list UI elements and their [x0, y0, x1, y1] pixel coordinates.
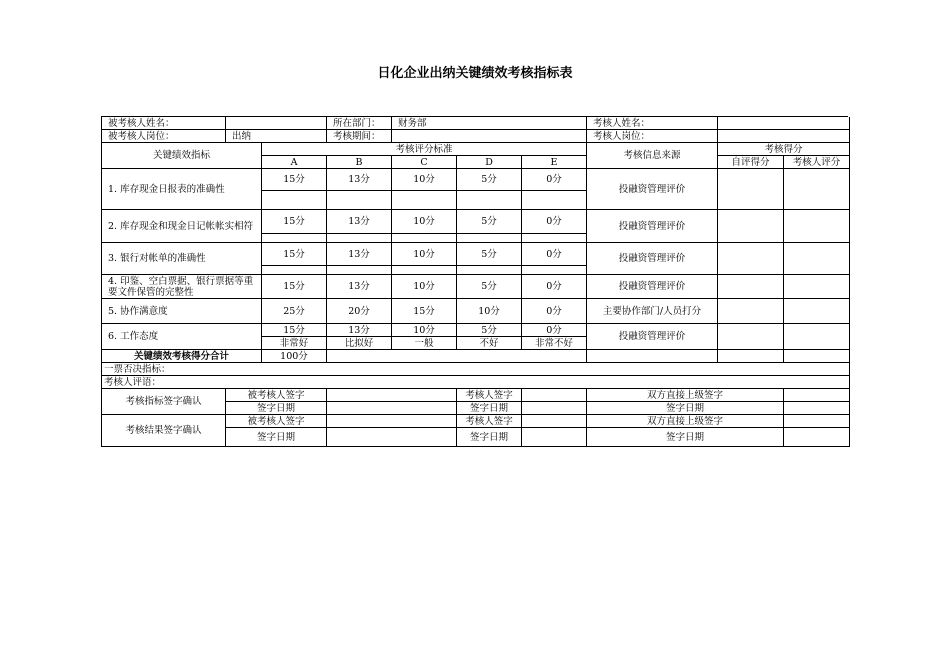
result-assessee-date-label: 签字日期: [226, 428, 327, 447]
indicator-2-blank-c[interactable]: [392, 234, 457, 243]
total-assessor-score[interactable]: [784, 350, 850, 363]
grade-e-header: E: [522, 156, 587, 169]
source-header: 考核信息来源: [587, 143, 718, 169]
result-assessor-sign-label: 考核人签字: [457, 415, 522, 428]
indicator-1-blank-a[interactable]: [262, 191, 327, 210]
assessee-name-label: 被考核人姓名：: [102, 117, 226, 130]
indicator-1-score-d: 5分: [457, 169, 522, 191]
indicator-3-assessor-score[interactable]: [784, 243, 850, 275]
indicator-4-self-score[interactable]: [718, 275, 784, 299]
assessee-post-label: 被考核人岗位：: [102, 130, 226, 143]
indicator-3-score-a: 15分: [262, 243, 327, 266]
indicator-1-score-e: 0分: [522, 169, 587, 191]
grade-c-header: C: [392, 156, 457, 169]
indicator-5-score-e: 0分: [522, 299, 587, 324]
assessor-name-label: 考核人姓名：: [587, 117, 718, 130]
assessor-score-header: 考核人评分: [784, 156, 850, 169]
indicator-2-score-e: 0分: [522, 210, 587, 234]
indicator-2-blank-a[interactable]: [262, 234, 327, 243]
indicator-4-score-c: 10分: [392, 275, 457, 299]
indicator-2-score-d: 5分: [457, 210, 522, 234]
result-sign-confirm-label: 考核结果签字确认: [102, 415, 226, 447]
indicator-assessor-sign-label: 考核人签字: [457, 389, 522, 402]
grade-d-header: D: [457, 156, 522, 169]
indicator-header: 关键绩效指标: [102, 143, 262, 169]
assessor-post-label: 考核人岗位：: [587, 130, 718, 143]
indicator-6-score-c: 10分: [392, 324, 457, 337]
indicator-6-self-score[interactable]: [718, 324, 784, 350]
indicator-3-name: 3. 银行对帐单的准确性: [102, 243, 262, 275]
self-score-header: 自评得分: [718, 156, 784, 169]
assessee-post-value: 出纳: [226, 130, 327, 143]
indicator-superior-sign-label: 双方直接上级签字: [587, 389, 784, 402]
indicator-6-score-b: 13分: [327, 324, 392, 337]
indicator-4-name: 4. 印鉴、空白票据、银行票据等重要文件保管的完整性: [102, 275, 262, 299]
indicator-superior-date-label: 签字日期: [587, 402, 784, 415]
total-label: 关键绩效考核得分合计: [102, 350, 262, 363]
indicator-assessor-date-label: 签字日期: [457, 402, 522, 415]
indicator-assessee-date-field[interactable]: [327, 402, 457, 415]
assessor-comment-field[interactable]: 考核人评语：: [102, 376, 850, 389]
indicator-1-score-b: 13分: [327, 169, 392, 191]
indicator-6-level-a: 非常好: [262, 337, 327, 350]
indicator-1-source: 投融资管理评价: [587, 169, 718, 210]
period-field[interactable]: [392, 130, 587, 143]
indicator-5-source: 主要协作部门/人员打分: [587, 299, 718, 324]
indicator-2-name: 2. 库存现金和现金日记帐帐实相符: [102, 210, 262, 243]
indicator-5-score-a: 25分: [262, 299, 327, 324]
indicator-5-assessor-score[interactable]: [784, 299, 850, 324]
indicator-assessee-date-label: 签字日期: [226, 402, 327, 415]
indicator-5-score-d: 10分: [457, 299, 522, 324]
result-assessor-date-label: 签字日期: [457, 428, 522, 447]
total-source-blank: [587, 350, 718, 363]
total-value: 100分: [262, 350, 327, 363]
indicator-1-score-c: 10分: [392, 169, 457, 191]
grade-a-header: A: [262, 156, 327, 169]
indicator-6-assessor-score[interactable]: [784, 324, 850, 350]
indicator-4-score-b: 13分: [327, 275, 392, 299]
result-assessor-date-field[interactable]: [522, 428, 587, 447]
total-blank: [327, 350, 587, 363]
indicator-2-score-b: 13分: [327, 210, 392, 234]
department-label: 所在部门：: [327, 117, 392, 130]
indicator-4-assessor-score[interactable]: [784, 275, 850, 299]
total-self-score[interactable]: [718, 350, 784, 363]
indicator-2-score-c: 10分: [392, 210, 457, 234]
result-assessee-sign-label: 被考核人签字: [226, 415, 327, 428]
indicator-1-blank-e[interactable]: [522, 191, 587, 210]
indicator-3-self-score[interactable]: [718, 243, 784, 275]
indicator-1-blank-b[interactable]: [327, 191, 392, 210]
result-superior-sign-field[interactable]: [784, 415, 850, 428]
indicator-6-level-b: 比拟好: [327, 337, 392, 350]
grade-b-header: B: [327, 156, 392, 169]
indicator-6-source: 投融资管理评价: [587, 324, 718, 350]
indicator-2-blank-d[interactable]: [457, 234, 522, 243]
indicator-4-source: 投融资管理评价: [587, 275, 718, 299]
indicator-assessor-date-field[interactable]: [522, 402, 587, 415]
indicator-1-blank-c[interactable]: [392, 191, 457, 210]
indicator-2-self-score[interactable]: [718, 210, 784, 243]
indicator-3-source: 投融资管理评价: [587, 243, 718, 275]
result-assessee-date-field[interactable]: [327, 428, 457, 447]
indicator-3-score-b: 13分: [327, 243, 392, 266]
indicator-6-name: 6. 工作态度: [102, 324, 262, 350]
indicator-3-score-c: 10分: [392, 243, 457, 266]
indicator-sign-confirm-label: 考核指标签字确认: [102, 389, 226, 415]
assessee-name-field[interactable]: [226, 117, 327, 130]
indicator-2-blank-e[interactable]: [522, 234, 587, 243]
indicator-2-score-a: 15分: [262, 210, 327, 234]
indicator-6-level-e: 非常不好: [522, 337, 587, 350]
period-label: 考核期间：: [327, 130, 392, 143]
indicator-5-score-c: 15分: [392, 299, 457, 324]
kpi-table: [101, 116, 848, 447]
indicator-3-blank-e[interactable]: [522, 266, 587, 275]
indicator-3-blank-d[interactable]: [457, 266, 522, 275]
indicator-2-assessor-score[interactable]: [784, 210, 850, 243]
indicator-3-blank-c[interactable]: [392, 266, 457, 275]
indicator-1-blank-d[interactable]: [457, 191, 522, 210]
indicator-4-score-d: 5分: [457, 275, 522, 299]
indicator-3-score-d: 5分: [457, 243, 522, 266]
indicator-1-name: 1. 库存现金日报表的准确性: [102, 169, 262, 210]
indicator-5-score-b: 20分: [327, 299, 392, 324]
indicator-5-self-score[interactable]: [718, 299, 784, 324]
indicator-5-name: 5. 协作满意度: [102, 299, 262, 324]
indicator-3-blank-a[interactable]: [262, 266, 327, 275]
indicator-3-score-e: 0分: [522, 243, 587, 266]
indicator-superior-sign-field[interactable]: [784, 389, 850, 402]
indicator-superior-date-field[interactable]: [784, 402, 850, 415]
department-value: 财务部: [392, 117, 587, 130]
indicator-assessee-sign-field[interactable]: [327, 389, 457, 402]
veto-indicator-field[interactable]: 一票否决指标：: [102, 363, 850, 376]
indicator-2-source: 投融资管理评价: [587, 210, 718, 243]
indicator-6-level-d: 不好: [457, 337, 522, 350]
result-superior-sign-label: 双方直接上级签字: [587, 415, 784, 428]
indicator-1-score-a: 15分: [262, 169, 327, 191]
indicator-6-level-c: 一般: [392, 337, 457, 350]
result-superior-date-label: 签字日期: [587, 428, 784, 447]
indicator-2-blank-b[interactable]: [327, 234, 392, 243]
indicator-6-score-d: 5分: [457, 324, 522, 337]
indicator-assessee-sign-label: 被考核人签字: [226, 389, 327, 402]
result-superior-date-field[interactable]: [784, 428, 850, 447]
indicator-6-score-a: 15分: [262, 324, 327, 337]
assessor-name-field[interactable]: [718, 117, 850, 130]
indicator-assessor-sign-field[interactable]: [522, 389, 587, 402]
result-assessee-sign-field[interactable]: [327, 415, 457, 428]
indicator-4-score-e: 0分: [522, 275, 587, 299]
indicator-1-self-score[interactable]: [718, 169, 784, 210]
indicator-6-score-e: 0分: [522, 324, 587, 337]
indicator-3-blank-b[interactable]: [327, 266, 392, 275]
assessor-post-field[interactable]: [718, 130, 850, 143]
indicator-4-score-a: 15分: [262, 275, 327, 299]
criteria-header: 考核评分标准: [262, 143, 587, 156]
page-title: 日化企业出纳关键绩效考核指标表: [377, 66, 573, 81]
score-header: 考核得分: [718, 143, 850, 156]
result-assessor-sign-field[interactable]: [522, 415, 587, 428]
indicator-1-assessor-score[interactable]: [784, 169, 850, 210]
